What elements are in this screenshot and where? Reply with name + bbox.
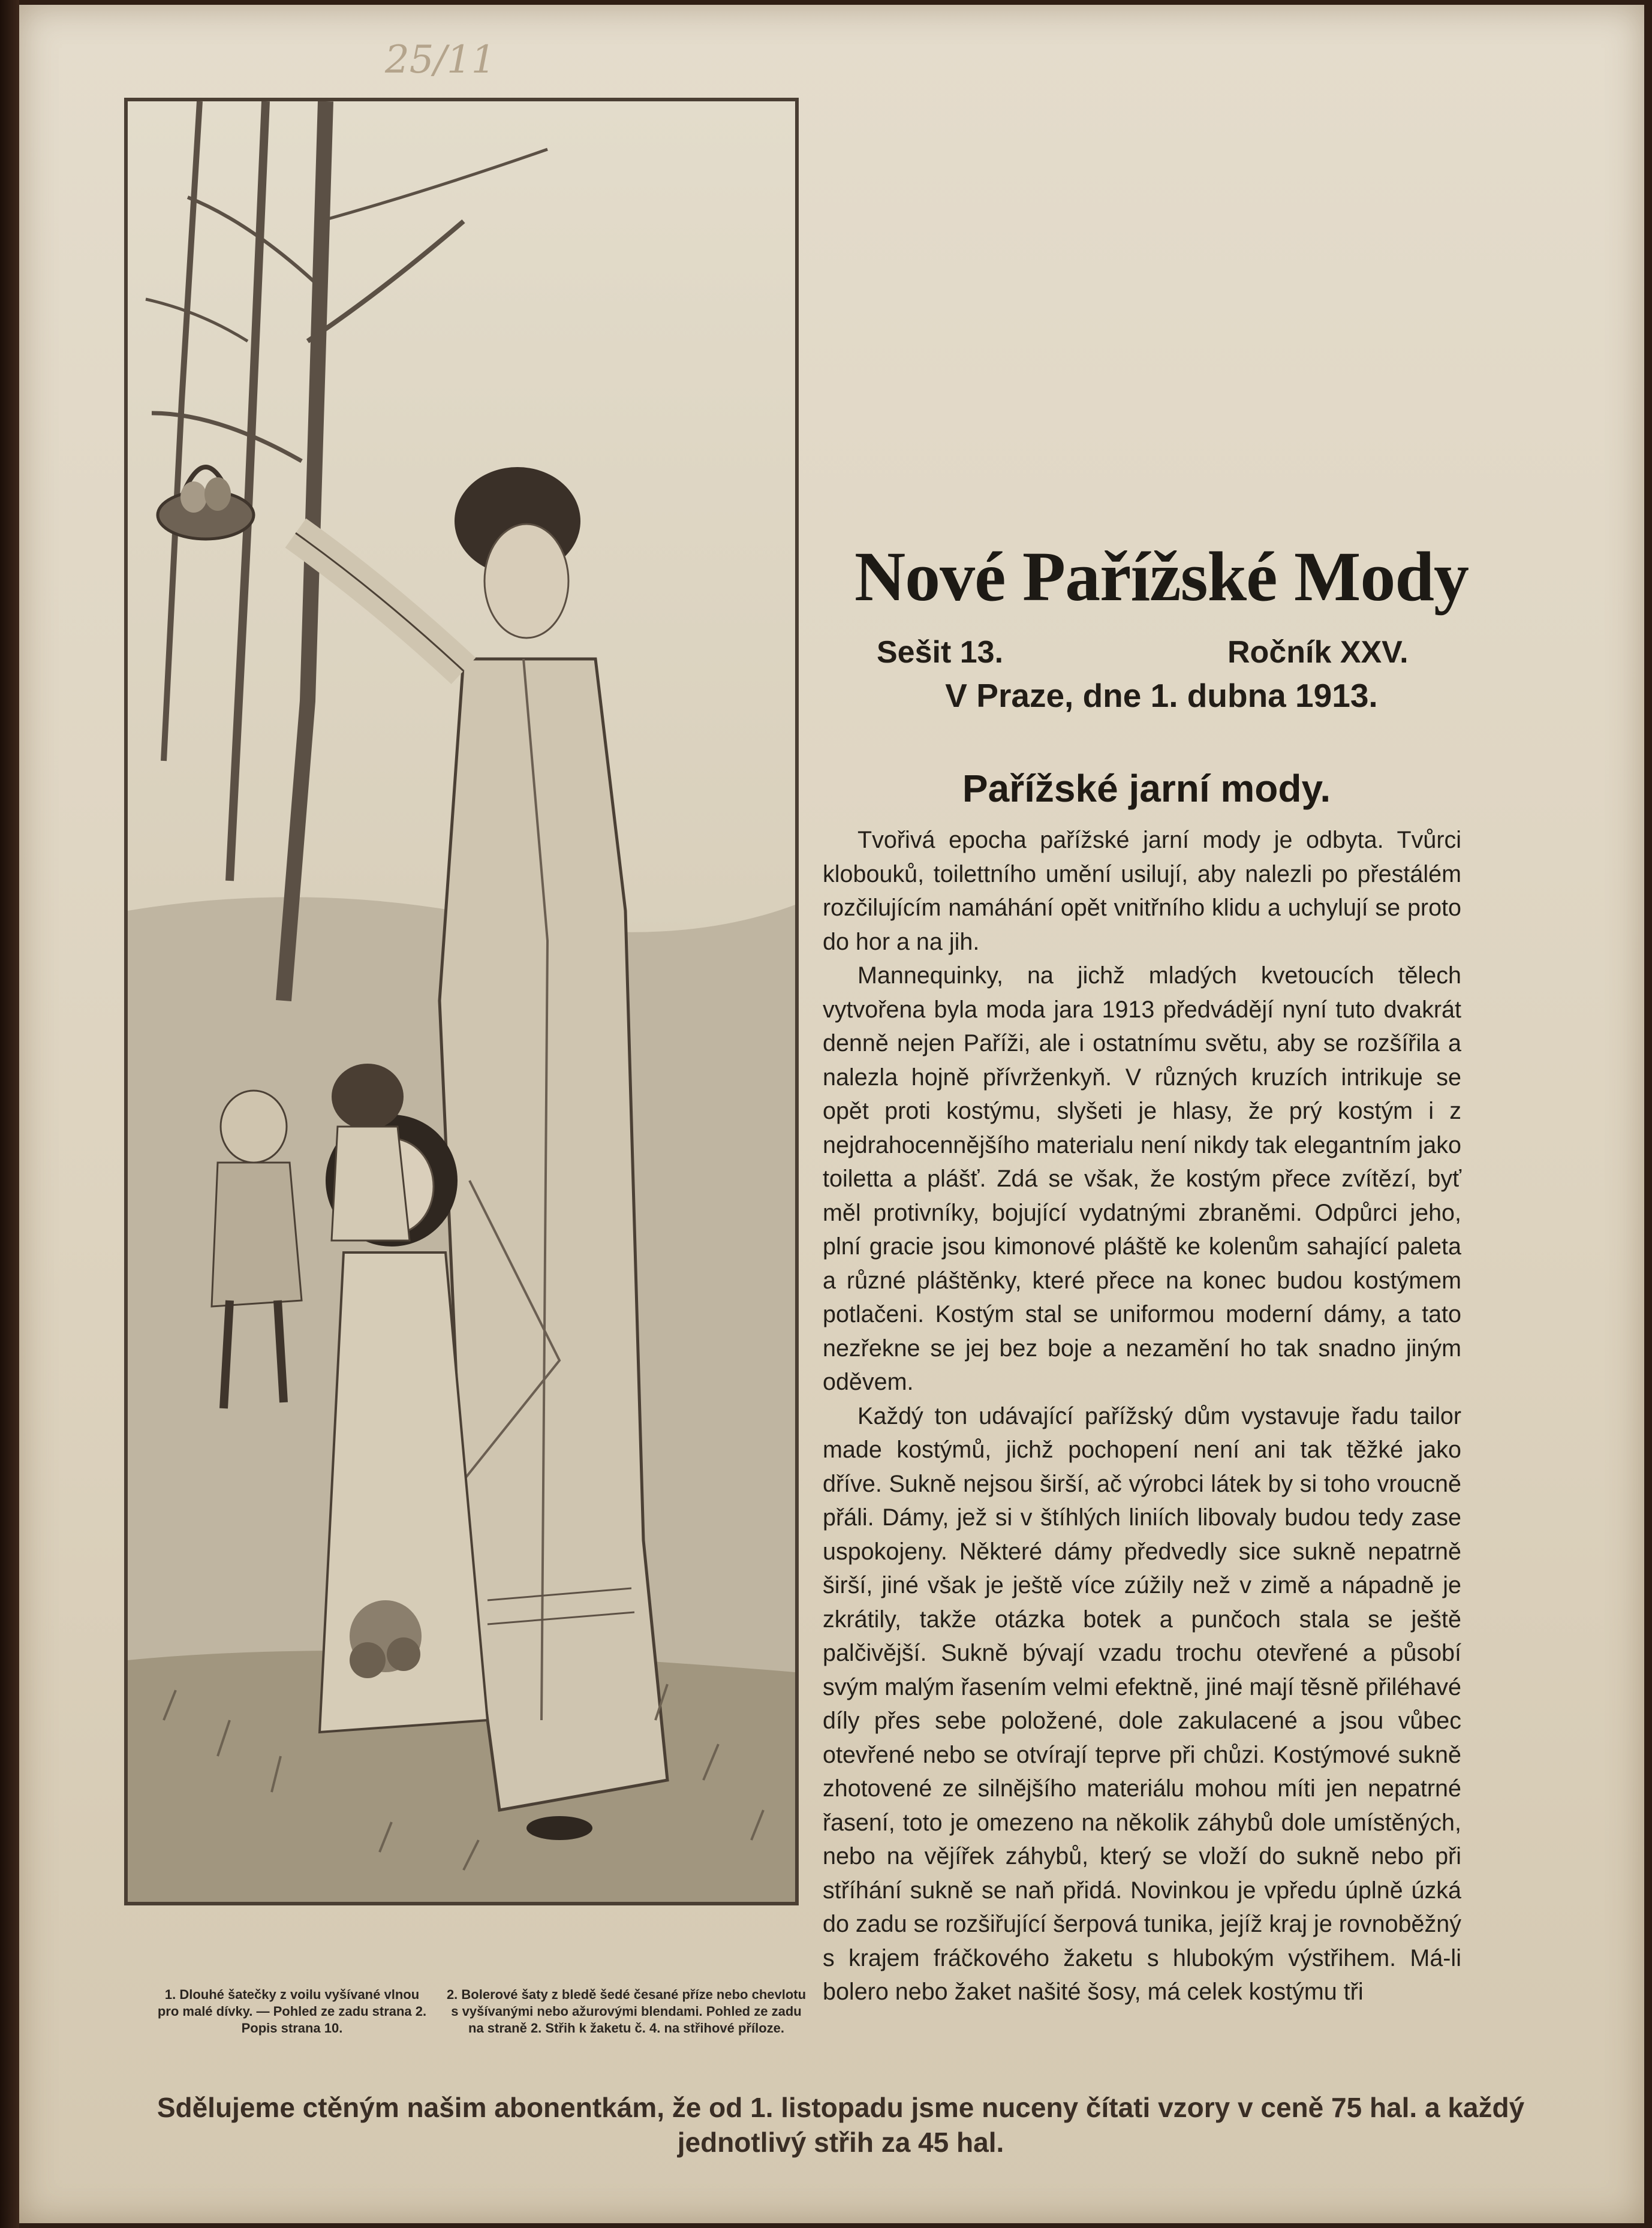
subscriber-notice: Sdělujeme ctěným našim abonentkám, že od 1. listopadu jsme nuceny čítati vzory v ceně 75 hal. a každý jednotlivý střih za 45 hal. bbox=[157, 2092, 1525, 2158]
illustration-drawing bbox=[128, 101, 795, 1902]
article-paragraph-3: Každý ton udávající pařížský dům vystavuje řadu tailor made kostýmů, jichž pochopení není ani tak těžké jako dříve. Sukně nejsou širší, ač výrobci látek by si toho vroucně přáli. Dámy, jež si v štíhlých liniích libovaly budou tedy zase uspokojeny. Některé dámy předvedly sice sukně nepatrně širší, jiné však je ještě více zúžily než v zimě a nápadně je zkrátily, takže otázka botek a punčoch stala se ještě palčivější. Sukně bývají vzadu trochu otevřené a působí svým malým řasením velmi efektně, jiné mají těsně přiléhavé díly přes sebe položené, dole zakulacené a jsou vůbec otevřené nebo se otvírají teprve při chůzi. Kostýmové sukně zhotovené ze silnějšího materiálu mohou míti jen nepatrné řasení, toto je omezeno na několik záhybů dole umístěných, nebo na vějířek záhybů, který se vloží do sukně nebo při stříhání sukně se naň přidá. Novinkou je vpředu úplně úzká do zadu se rozšiřující šerpová tunika, jejíž kraj je rovnoběžný s krajem fráčkového žaketu s hlubokým výstřihem. Má-li bolero nebo žaket našité šosy, má celek kostýmu tři bbox=[823, 1402, 1461, 2005]
article-paragraph-2: Mannequinky, na jichž mladých kvetoucích tělech vytvořena byla moda jara 1913 předvádějí nyní tuto dvakrát denně nejen Paříži, ale i ostatnímu světu, aby se rozšířila a nalezla hojně přívrženkyň. V různých kruzích intrikuje se opět proti kostýmu, slyšeti je hlasy, že prý kostým i z nejdrahocennějšího materialu není nikdy tak elegantním jako toiletta a plášť. Zdá se však, že kostým přece zvítězí, byť měl protivníky, bojující vydatnými zbraněmi. Odpůrci jeho, plní gracie jsou kimonové pláště ke kolenům sahající paleta a různé pláštěnky, které přece na konec budou kostýmem potlačeni. Kostým stal se uniformou moderní dámy, a tato nezřekne se jej bez boje a nezamění ho tak snadno jiným oděvem. bbox=[823, 962, 1461, 1395]
dateline: V Praze, dne 1. dubna 1913. bbox=[945, 677, 1378, 714]
issue-number: Sešit 13. bbox=[877, 635, 1004, 670]
article-paragraph-1: Tvořivá epocha pařížské jarní mody je odbyta. Tvůrci klobouků, toilettního umění usilují, aby nalezli po přestálém rozčilujícím namáhání opět vnitřního klidu a uchylují se proto do hor a na jih. bbox=[823, 827, 1461, 955]
magazine-page bbox=[19, 5, 1644, 2223]
book-spine bbox=[0, 0, 19, 2228]
article-title: Pařížské jarní mody. bbox=[962, 767, 1331, 810]
illustration-caption-1: 1. Dlouhé šatečky z voilu vyšívané vlnou pro malé dívky. — Pohled ze zadu strana 2. Popis strana 10. bbox=[157, 1987, 427, 2036]
archive-mark: 25/11 bbox=[385, 38, 496, 82]
fashion-illustration bbox=[124, 98, 799, 1905]
illustration-caption-2: 2. Bolerové šaty z bledě šedé česané příze nebo chevlotu s vyšívanými nebo ažurovými blendami. Pohled ze zadu na straně 2. Střih k žaketu č. 4. na střihové příloze. bbox=[446, 1987, 807, 2036]
article-body bbox=[823, 823, 1461, 2009]
magazine-title: Nové Pařížské Mody bbox=[854, 537, 1469, 616]
volume-number: Ročník XXV. bbox=[1227, 635, 1409, 670]
